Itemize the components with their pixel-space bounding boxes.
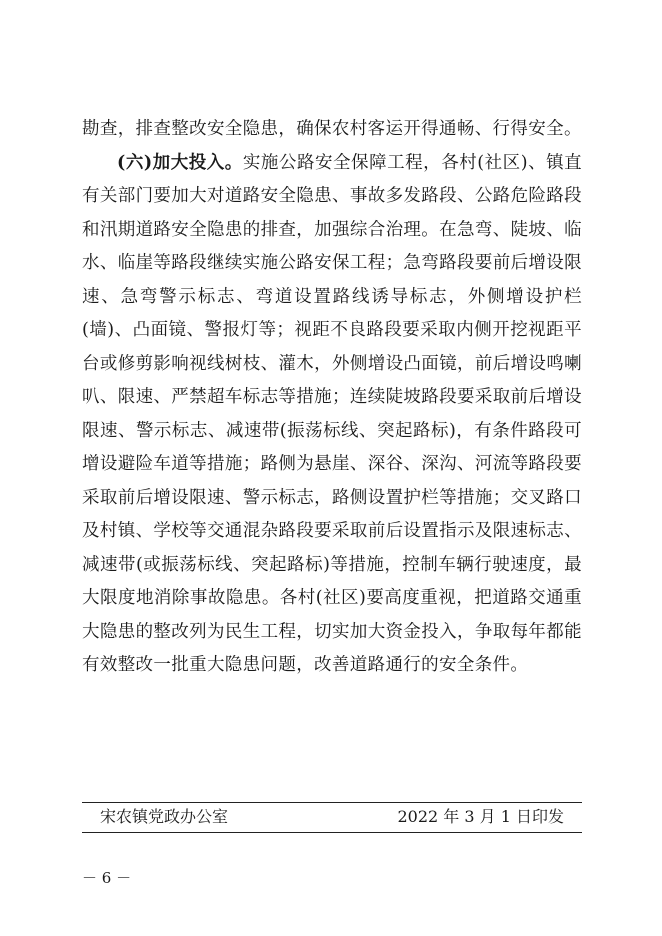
continued-paragraph: 勘查，排查整改安全隐患，确保农村客运开得通畅、行得安全。 bbox=[82, 119, 582, 139]
section-body: 实施公路安全保障工程，各村(社区)、镇直有关部门要加大对道路安全隐患、事故多发路段、公路危险路段和汛期道路安全隐患的排查，加强综合治理。在急弯、陡坡、临水、临崖等路段继续实施公路安保工程；急弯路段要前后增设限速、急弯警示标志、弯道设置路线诱导标志，外侧增设护栏(墙)、凸面镜、警报灯等；视距不良路段要采取内侧开挖视距平台或修剪影响视线树枝、灌木，外侧增设凸面镜，前后增设鸣喇叭、限速、严禁超车标志等措施；连续陡坡路段要采取前后增设限速、警示标志、减速带(振荡标线、突起路标)，有条件路段可增设避险车道等措施；路侧为悬崖、深谷、深沟、河流等路段要采取前后增设限速、警示标志，路侧设置护栏等措施；交叉路口及村镇、学校等交通混杂路段要采取前后设置指示及限速标志、减速带(或振荡标线、突起路标)等措施，控制车辆行驶速度，最大限度地消除事故隐患。各村(社区)要高度重视，把道路交通重大隐患的整改列为民生工程，切实加大资金投入，争取每年都能有效整改一批重大隐患问题，改善道路通行的安全条件。 bbox=[82, 152, 582, 675]
issuance-line bbox=[82, 804, 582, 830]
section-heading: (六)加大投入。 bbox=[117, 152, 243, 173]
page-number: － 6 － bbox=[82, 869, 132, 887]
section-paragraph bbox=[82, 147, 582, 683]
footer-bottom-rule bbox=[82, 832, 582, 833]
document-body bbox=[82, 113, 582, 683]
footer-top-rule bbox=[82, 802, 582, 803]
issue-date: 2022 年 3 月 1 日印发 bbox=[397, 807, 564, 826]
issuer-name: 宋农镇党政办公室 bbox=[100, 807, 229, 826]
